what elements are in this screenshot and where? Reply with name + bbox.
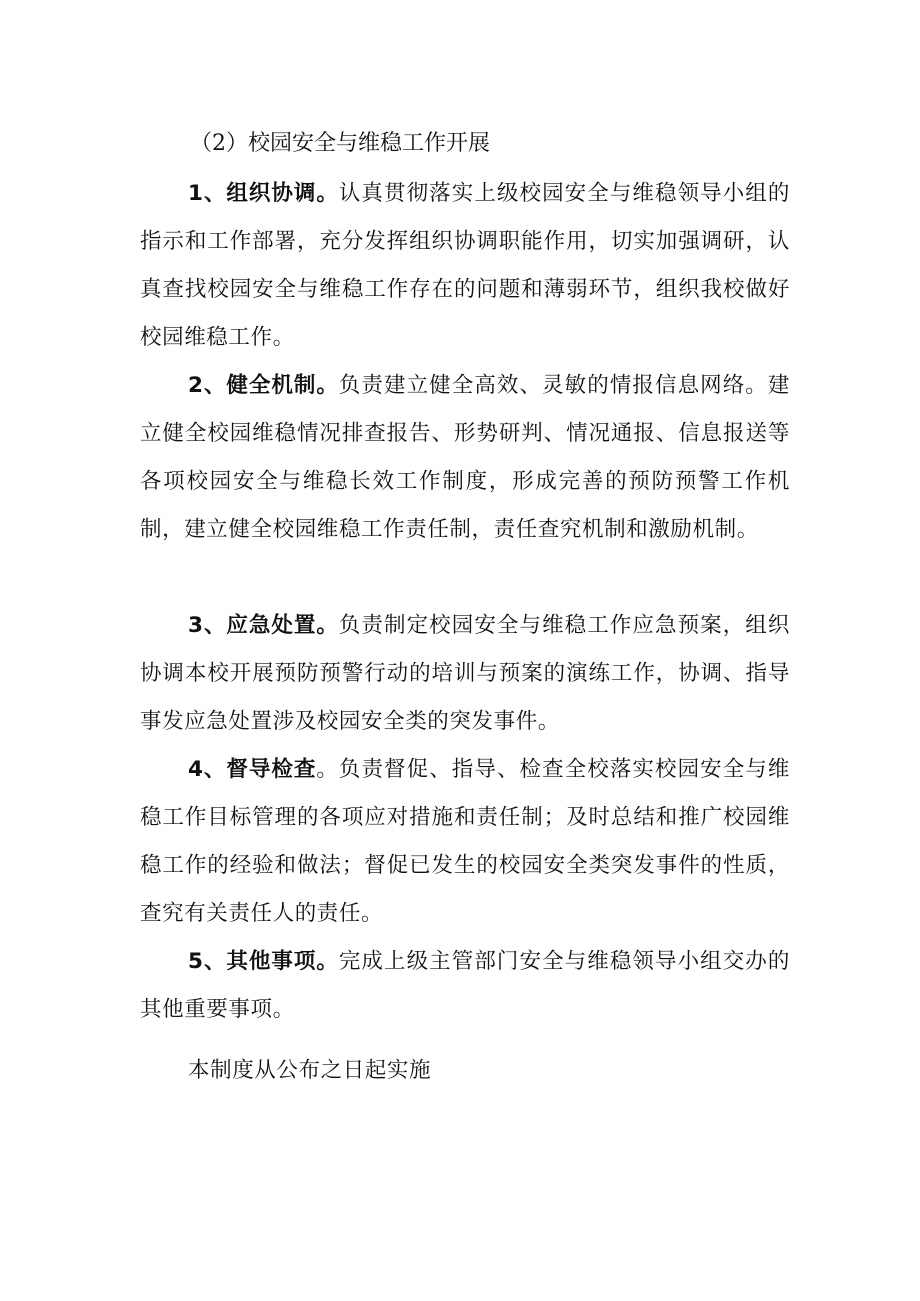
paragraph-text: 。负责督促、指导、检查全校落实校园安全与维稳工作目标管理的各项应对措施和责任制；及时总结和推广校园维稳工作的经验和做法；督促已发生的校园安全类突发事件的性质，查究有关责任人的责任。 bbox=[140, 757, 790, 926]
paragraph-lead: 1、组织协调。 bbox=[188, 181, 339, 206]
closing-statement: 本制度从公布之日起实施 bbox=[188, 1058, 432, 1083]
paragraph-text: 完成上级主管部门安全与维稳领导小组交办的其他重要事项。 bbox=[140, 949, 790, 1022]
paragraph-text: 认真贯彻落实上级校园安全与维稳领导小组的指示和工作部署，充分发挥组织协调职能作用，切实加强调研，认真查找校园安全与维稳工作存在的问题和薄弱环节，组织我校做好校园维稳工作。 bbox=[140, 181, 790, 350]
paragraph-lead: 4、督导检查 bbox=[188, 757, 317, 782]
section-title: （2）校园安全与维稳工作开展 bbox=[190, 131, 490, 156]
paragraph-supervision bbox=[140, 746, 790, 938]
paragraph-other-matters bbox=[140, 938, 790, 1034]
paragraph-lead: 5、其他事项。 bbox=[188, 949, 339, 974]
paragraph-lead: 3、应急处置。 bbox=[188, 613, 339, 638]
paragraph-mechanism bbox=[140, 362, 790, 554]
paragraph-lead: 2、健全机制。 bbox=[188, 373, 339, 398]
paragraph-text: 负责建立健全高效、灵敏的情报信息网络。建立健全校园维稳情况排查报告、形势研判、情况通报、信息报送等各项校园安全与维稳长效工作制度，形成完善的预防预警工作机制，建立健全校园维稳工作责任制，责任查究机制和激励机制。 bbox=[140, 373, 790, 542]
paragraph-text: 负责制定校园安全与维稳工作应急预案，组织协调本校开展预防预警行动的培训与预案的演练工作，协调、指导事发应急处置涉及校园安全类的突发事件。 bbox=[140, 613, 790, 734]
paragraph-organize-coordinate bbox=[140, 170, 790, 362]
paragraph-emergency-response bbox=[140, 602, 790, 746]
